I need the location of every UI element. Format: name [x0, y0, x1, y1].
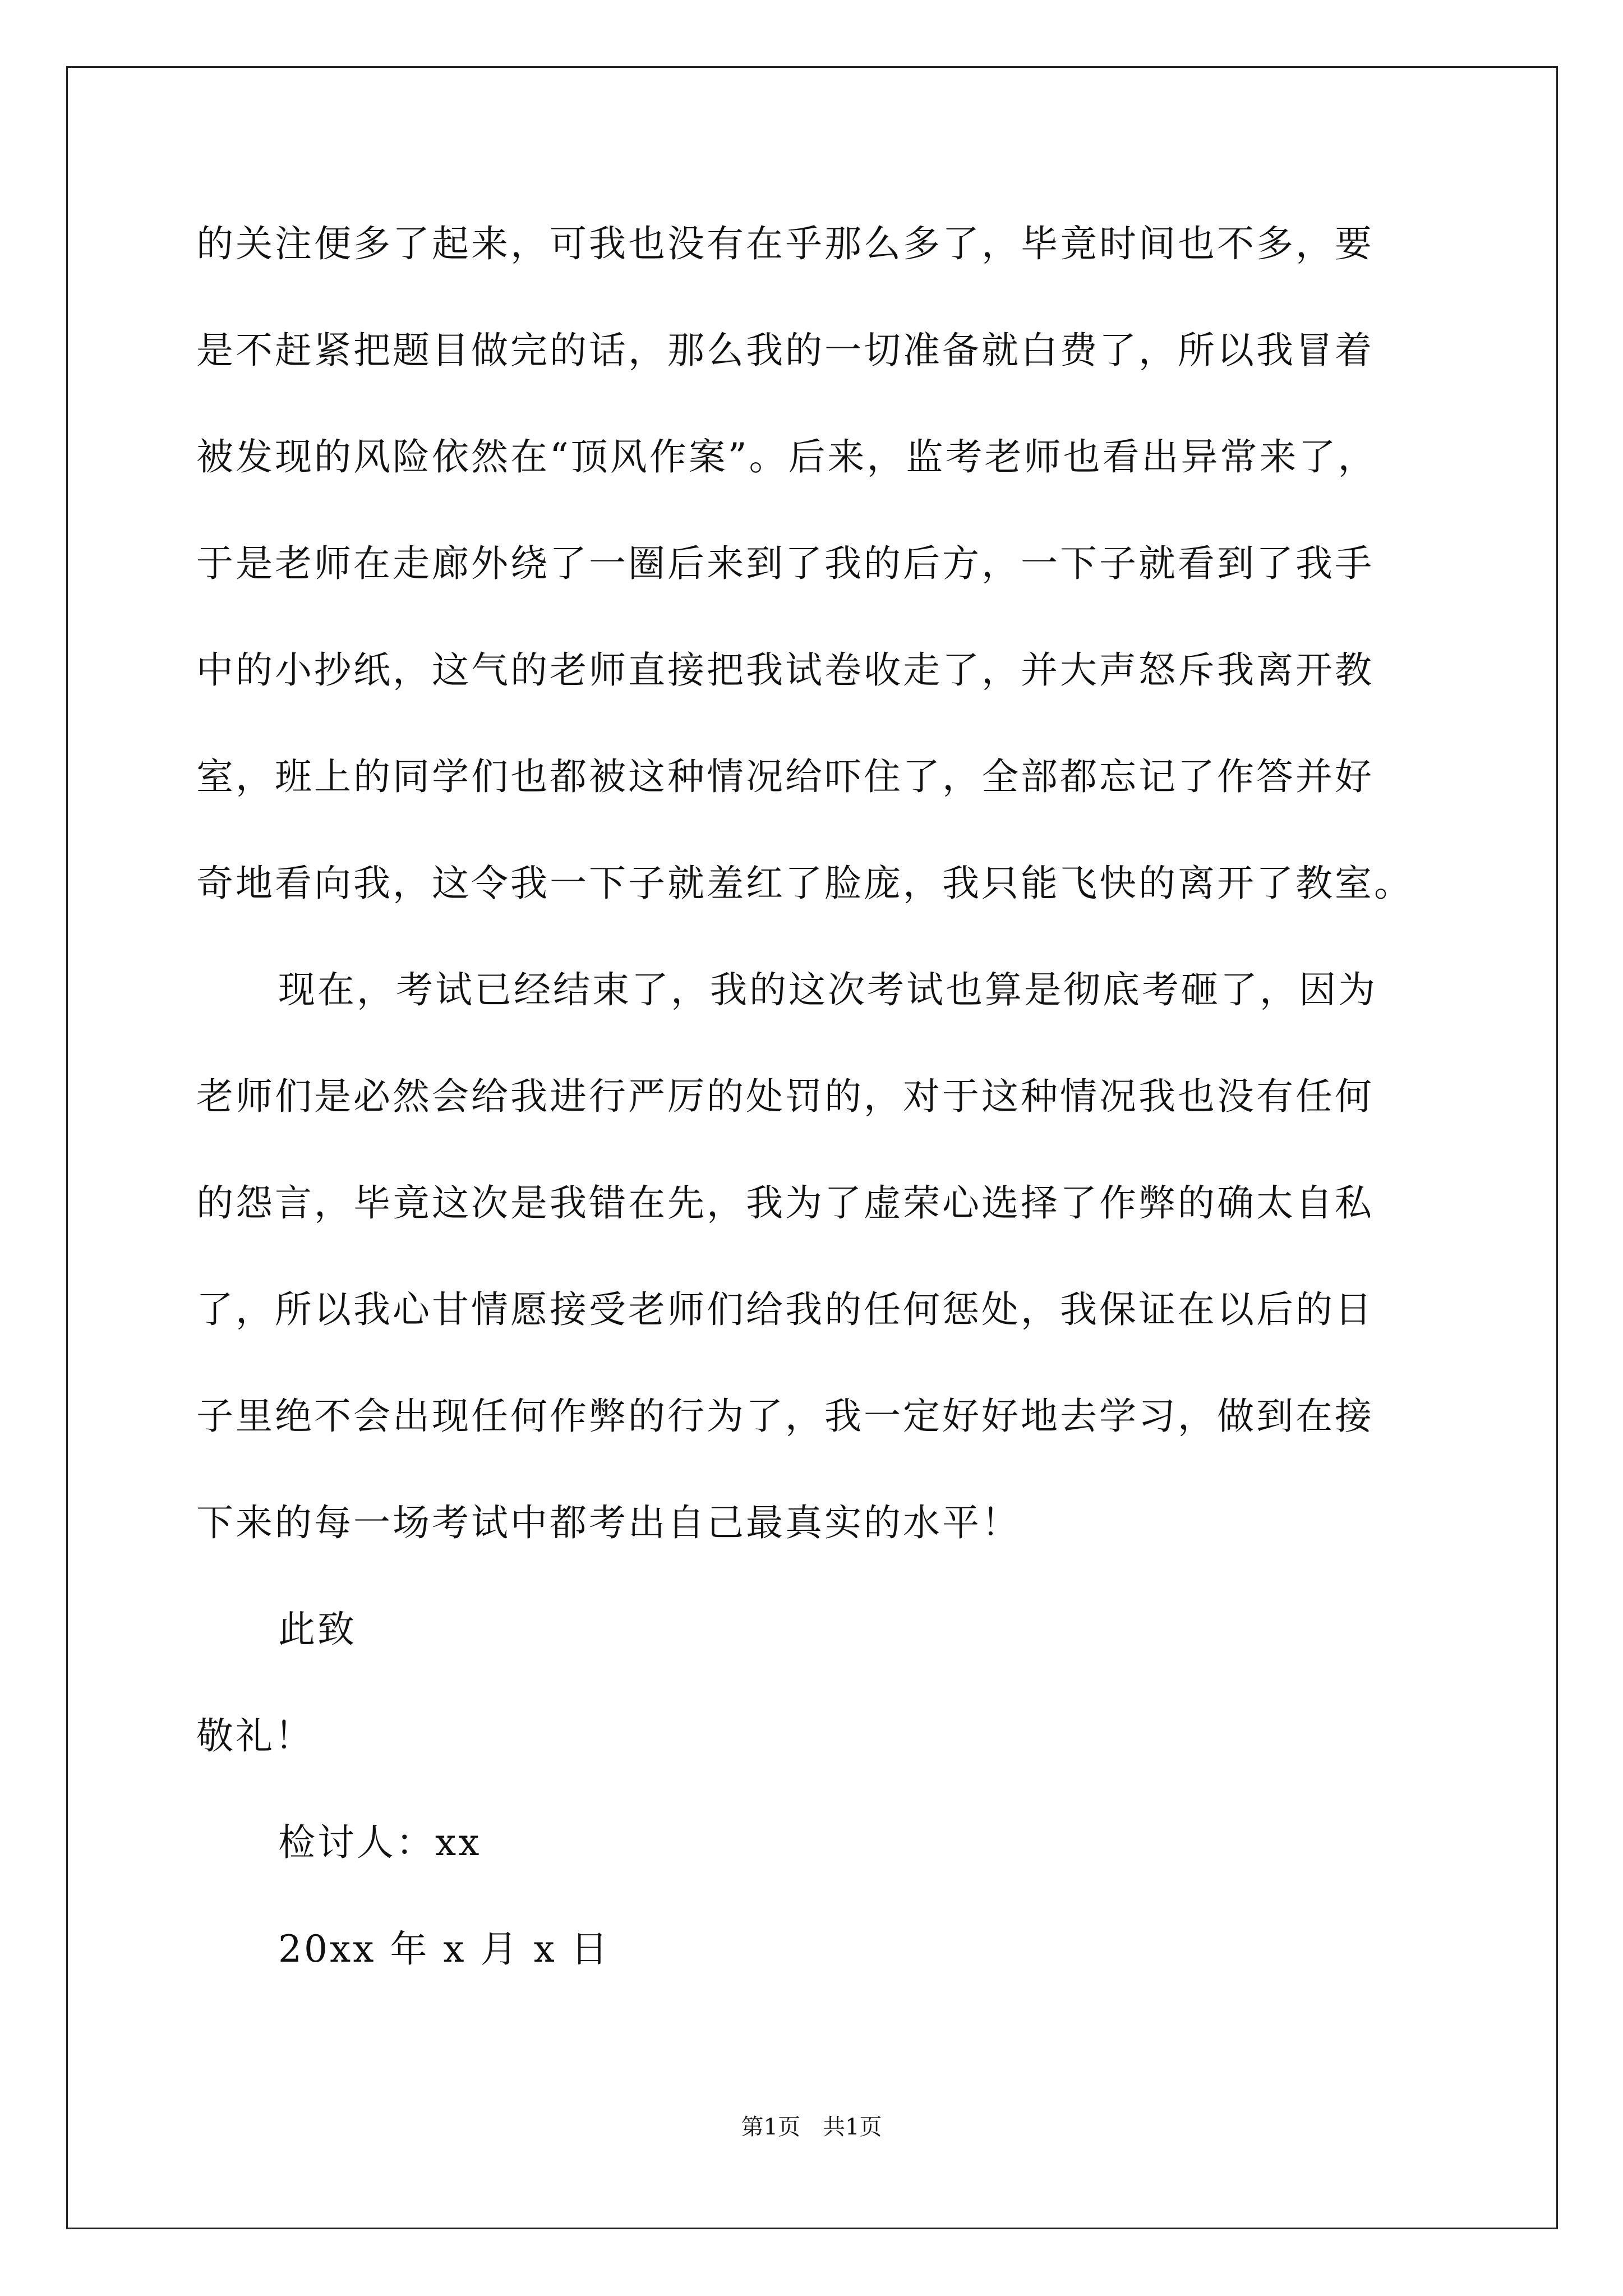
- paragraph-line: 老师们是必然会给我进行严厉的处罚的，对于这种情况我也没有任何: [196, 1075, 1374, 1118]
- paragraph-line: 中的小抄纸，这气的老师直接把我试卷收走了，并大声怒斥我离开教: [196, 648, 1374, 692]
- paragraph-line: 了，所以我心甘情愿接受老师们给我的任何惩处，我保证在以后的日: [196, 1288, 1374, 1331]
- date-line: 20xx 年 x 月 x 日: [278, 1927, 610, 1971]
- paragraph-line: 现在，考试已经结束了，我的这次考试也算是彻底考砸了，因为: [278, 968, 1377, 1011]
- page-number: 第1页: [741, 2114, 800, 2140]
- salute-line: 敬礼！: [196, 1714, 314, 1757]
- closing-line: 此致: [278, 1608, 357, 1651]
- page-total: 共1页: [823, 2114, 882, 2140]
- paragraph-line: 子里绝不会出现任何作弊的行为了，我一定好好地去学习，做到在接: [196, 1395, 1374, 1438]
- paragraph-line: 奇地看向我，这令我一下子就羞红了脸庞，我只能飞快的离开了教室。: [196, 862, 1413, 905]
- paragraph-line: 被发现的风险依然在“顶风作案”。后来，监考老师也看出异常来了，: [196, 435, 1377, 478]
- paragraph-line: 室，班上的同学们也都被这种情况给吓住了，全部都忘记了作答并好: [196, 755, 1374, 798]
- paragraph-line: 是不赶紧把题目做完的话，那么我的一切准备就白费了，所以我冒着: [196, 329, 1374, 372]
- paragraph-line: 于是老师在走廊外绕了一圈后来到了我的后方，一下子就看到了我手: [196, 542, 1374, 585]
- document-body: [196, 222, 1441, 2033]
- signer-line: 检讨人：xx: [278, 1821, 482, 1864]
- paragraph-line: 的关注便多了起来，可我也没有在乎那么多了，毕竟时间也不多，要: [196, 222, 1374, 265]
- page-footer: [0, 2109, 1623, 2141]
- paragraph-line: 下来的每一场考试中都考出自己最真实的水平！: [196, 1501, 1021, 1544]
- paragraph-line: 的怨言，毕竟这次是我错在先，我为了虚荣心选择了作弊的确太自私: [196, 1181, 1374, 1225]
